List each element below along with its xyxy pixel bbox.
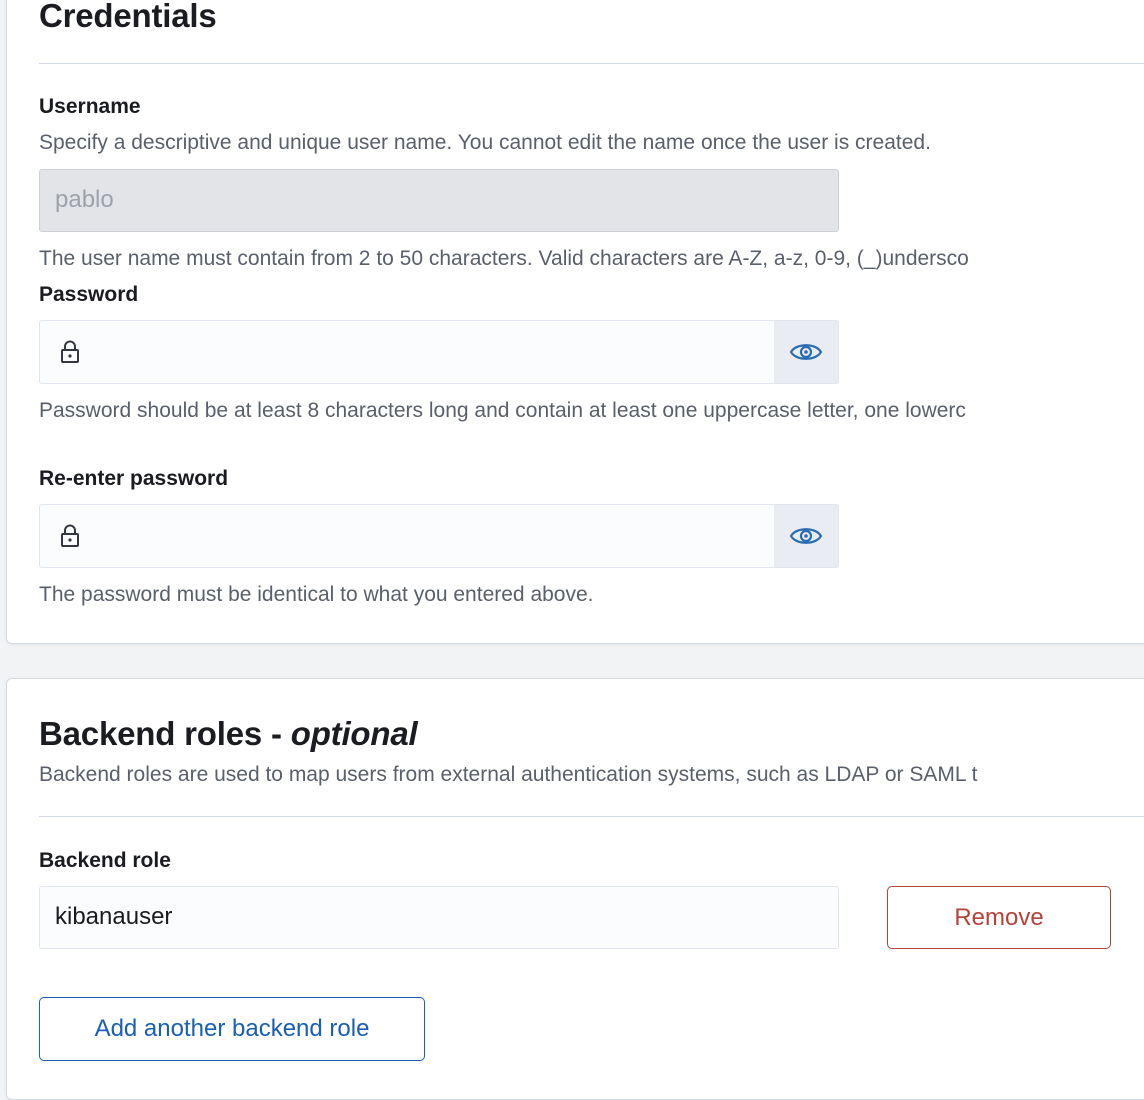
username-hint: The user name must contain from 2 to 50 characters. Valid characters are A-Z, a-z, 0-9, (_)undersco <box>39 247 969 270</box>
password-input[interactable] <box>39 320 839 384</box>
backend-roles-title-optional: optional <box>290 715 418 752</box>
backend-roles-title-text: Backend roles <box>39 715 263 752</box>
reenter-password-input[interactable] <box>39 504 839 568</box>
backend-role-label: Backend role <box>39 849 171 872</box>
credentials-divider <box>39 63 1144 64</box>
username-description: Specify a descriptive and unique user name. You cannot edit the name once the user is created. <box>39 131 931 154</box>
reenter-password-hint: The password must be identical to what you entered above. <box>39 583 594 606</box>
backend-roles-title <box>39 715 417 753</box>
backend-roles-title-separator: - <box>262 715 291 752</box>
eye-icon[interactable] <box>774 505 838 567</box>
backend-roles-panel <box>6 678 1144 1100</box>
lock-icon <box>59 340 81 364</box>
backend-roles-divider <box>39 816 1144 817</box>
reenter-password-label: Re-enter password <box>39 467 229 490</box>
credentials-title: Credentials <box>39 0 217 34</box>
eye-icon[interactable] <box>774 321 838 383</box>
add-backend-role-button[interactable]: Add another backend role <box>39 997 425 1061</box>
password-hint: Password should be at least 8 characters long and contain at least one uppercase letter, one lowerc <box>39 399 966 422</box>
username-input: pablo <box>39 169 839 232</box>
credentials-panel <box>6 0 1144 644</box>
lock-icon <box>59 524 81 548</box>
backend-roles-description: Backend roles are used to map users from external authentication systems, such as LDAP or SAML t <box>39 763 978 786</box>
username-label: Username <box>39 95 141 118</box>
password-label: Password <box>39 283 139 306</box>
backend-role-input[interactable]: kibanauser <box>39 886 839 949</box>
remove-button[interactable]: Remove <box>887 886 1111 949</box>
